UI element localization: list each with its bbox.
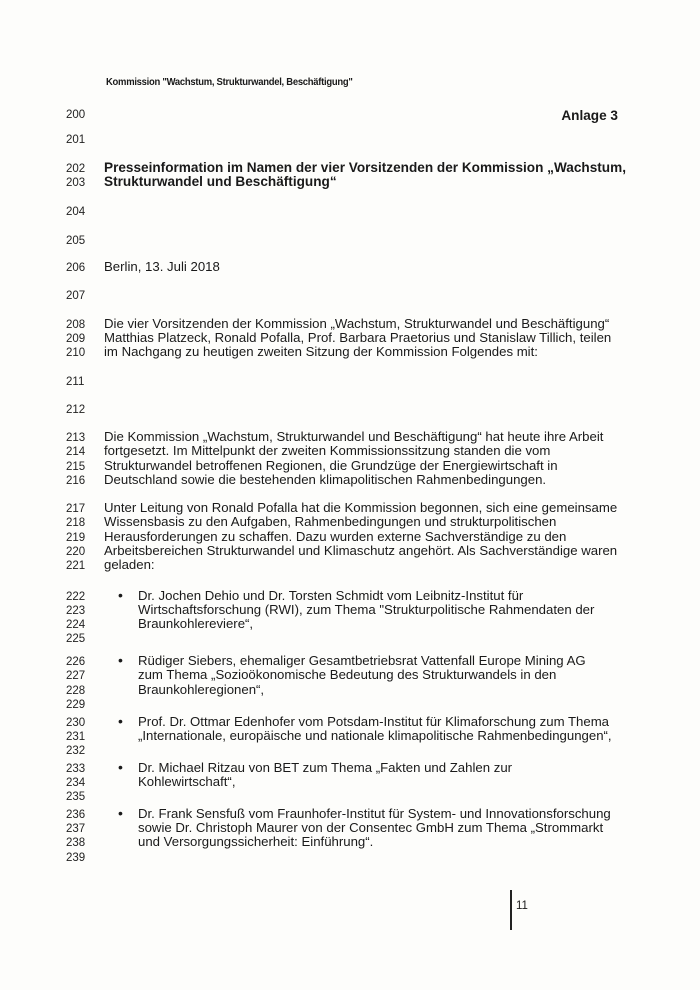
line-number: 220 <box>66 546 86 558</box>
line-number: 226 <box>66 656 86 668</box>
bullet-line: Kohlewirtschaft“, <box>138 774 236 789</box>
line-number: 217 <box>66 503 86 515</box>
line-number: 231 <box>66 731 86 743</box>
line-number: 202 <box>66 163 86 175</box>
line-number: 229 <box>66 699 86 711</box>
bullet-marker: • <box>118 759 123 775</box>
bullet-line: „Internationale, europäische und nationale klimapolitische Rahmenbedingungen“, <box>138 728 612 743</box>
bullet-line: Braunkohlereviere“, <box>138 616 254 631</box>
paragraph-line: Strukturwandel betroffenen Regionen, die Grundzüge der Energiewirtschaft in <box>104 458 558 473</box>
line-number: 221 <box>66 560 86 572</box>
press-title: Strukturwandel und Beschäftigung“ <box>104 174 337 189</box>
paragraph-line: im Nachgang zu heutigen zweiten Sitzung der Kommission Folgendes mit: <box>104 344 538 359</box>
line-number: 211 <box>66 376 85 388</box>
line-number: 218 <box>66 517 86 529</box>
annex-label: Anlage 3 <box>561 108 618 123</box>
paragraph-line: Matthias Platzeck, Ronald Pofalla, Prof. Barbara Praetorius und Stanislaw Tillich, teilen <box>104 330 612 345</box>
paragraph-line: Deutschland sowie die bestehenden klimapolitischen Rahmenbedingungen. <box>104 472 547 487</box>
line-number: 232 <box>66 745 86 757</box>
bullet-line: zum Thema „Sozioökonomische Bedeutung des Strukturwandels in den <box>138 667 557 682</box>
bullet-line: Dr. Michael Ritzau von BET zum Thema „Fakten und Zahlen zur <box>138 760 513 775</box>
paragraph-line: Wissensbasis zu den Aufgaben, Rahmenbedingungen und strukturpolitischen <box>104 514 557 529</box>
line-number: 219 <box>66 532 86 544</box>
line-number: 237 <box>66 823 86 835</box>
line-number: 234 <box>66 777 86 789</box>
line-number: 225 <box>66 633 86 645</box>
line-number: 222 <box>66 591 86 603</box>
bullet-marker: • <box>118 652 123 668</box>
bullet-line: Braunkohleregionen“, <box>138 682 265 697</box>
bullet-line: Prof. Dr. Ottmar Edenhofer vom Potsdam-Institut für Klimaforschung zum Thema <box>138 714 610 729</box>
bullet-marker: • <box>118 713 123 729</box>
paragraph-line: Herausforderungen zu schaffen. Dazu wurden externe Sachverständige zu den <box>104 529 567 544</box>
bullet-marker: • <box>118 805 123 821</box>
line-number: 236 <box>66 809 86 821</box>
bullet-line: Dr. Jochen Dehio und Dr. Torsten Schmidt vom Leibnitz-Institut für <box>138 588 524 603</box>
line-number: 206 <box>66 262 86 274</box>
line-number: 224 <box>66 619 86 631</box>
running-header: Kommission "Wachstum, Strukturwandel, Beschäftigung" <box>106 76 353 88</box>
paragraph-line: geladen: <box>104 557 155 572</box>
bullet-line: und Versorgungssicherheit: Einführung“. <box>138 834 374 849</box>
press-title: Presseinformation im Namen der vier Vorsitzenden der Kommission „Wachstum, <box>104 160 626 175</box>
line-number: 233 <box>66 763 86 775</box>
line-number: 227 <box>66 670 86 682</box>
bullet-line: Dr. Frank Sensfuß vom Fraunhofer-Institut für System- und Innovationsforschung <box>138 806 611 821</box>
line-number: 205 <box>66 235 86 247</box>
line-number: 203 <box>66 177 86 189</box>
line-number: 210 <box>66 347 86 359</box>
bullet-line: sowie Dr. Christoph Maurer von der Consentec GmbH zum Thema „Strommarkt <box>138 820 604 835</box>
date-line: Berlin, 13. Juli 2018 <box>104 259 220 274</box>
line-number: 215 <box>66 461 86 473</box>
paragraph-line: Die vier Vorsitzenden der Kommission „Wachstum, Strukturwandel und Beschäftigung“ <box>104 316 610 331</box>
line-number: 212 <box>66 404 86 416</box>
line-number: 204 <box>66 206 86 218</box>
line-number: 235 <box>66 791 86 803</box>
paragraph-line: Die Kommission „Wachstum, Strukturwandel und Beschäftigung“ hat heute ihre Arbeit <box>104 429 604 444</box>
paragraph-line: fortgesetzt. Im Mittelpunkt der zweiten Kommissionssitzung standen die vom <box>104 443 551 458</box>
line-number: 208 <box>66 319 86 331</box>
line-number: 213 <box>66 432 86 444</box>
line-number: 201 <box>66 134 86 146</box>
page-number: 11 <box>516 900 528 912</box>
line-number: 238 <box>66 837 86 849</box>
line-number: 228 <box>66 685 86 697</box>
line-number: 200 <box>66 109 86 121</box>
paragraph-line: Unter Leitung von Ronald Pofalla hat die Kommission begonnen, sich eine gemeinsame <box>104 500 618 515</box>
line-number: 216 <box>66 475 86 487</box>
line-number: 230 <box>66 717 86 729</box>
bullet-line: Rüdiger Siebers, ehemaliger Gesamtbetriebsrat Vattenfall Europe Mining AG <box>138 653 586 668</box>
paragraph-line: Arbeitsbereichen Strukturwandel und Klimaschutz angehört. Als Sachverständige waren <box>104 543 618 558</box>
line-number: 207 <box>66 290 86 302</box>
line-number: 239 <box>66 852 86 864</box>
bullet-line: Wirtschaftsforschung (RWI), zum Thema "Strukturpolitische Rahmendaten der <box>138 602 595 617</box>
line-number: 214 <box>66 446 86 458</box>
bullet-marker: • <box>118 587 123 603</box>
line-number: 209 <box>66 333 86 345</box>
page-number-rule <box>510 890 512 930</box>
line-number: 223 <box>66 605 86 617</box>
